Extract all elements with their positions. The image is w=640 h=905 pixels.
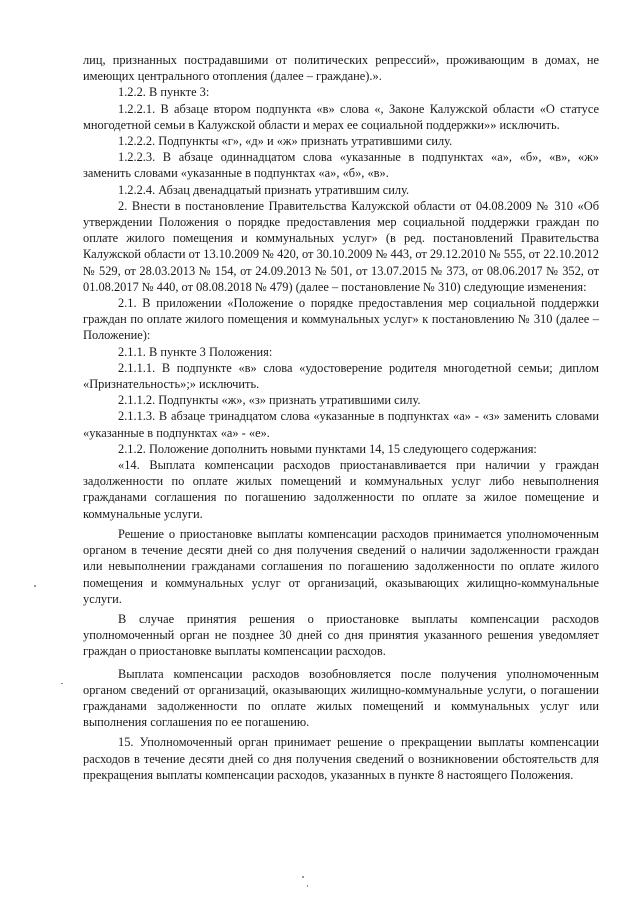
document-body (83, 52, 599, 783)
paragraph-2-1-1: 2.1.1. В пункте 3 Положения: (118, 344, 273, 359)
paragraph-notification: В случае принятия решения о приостановке выплаты компенсации расходов уполномоченный орган не позднее 30 дней со дня принятия указанного решения уведомляет граждан о приостановке выплаты компенсации расходов. (83, 611, 599, 659)
paragraph-item-15: 15. Уполномоченный орган принимает решение о прекращении выплаты компенсации расходов в течение десяти дней со дня получения сведений о возникновении обстоятельств для прекращения выплаты компенсации расходов, указанных в пункте 8 настоящего Положения. (83, 735, 599, 782)
paragraph-item-14: «14. Выплата компенсации расходов приостанавливается при наличии у граждан задолженности по оплате жилых помещений и коммунальных услуг либо невыполнения гражданами соглашения по погашению задолженности по оплате за жилое помещение и коммунальные услуги. (83, 458, 599, 521)
paragraph-2-1: 2.1. В приложении «Положение о порядке предоставления мер социальной поддержки граждан по оплате жилого помещения и коммунальных услуг» к постановлению № 310 (далее – Положение): (83, 296, 599, 343)
paragraph-2-1-2: 2.1.2. Положение дополнить новыми пунктами 14, 15 следующего содержания: (118, 441, 537, 456)
paragraph-2-1-1-2: 2.1.1.2. Подпункты «ж», «з» признать утратившими силу. (118, 393, 421, 408)
scan-speck (307, 885, 308, 887)
paragraph-1-2-2-1: 1.2.2.1. В абзаце втором подпункта «в» слова «, Законе Калужской области «О статусе многодетной семьи в Калужской области и мерах ее социальной поддержки»» исключить. (83, 101, 599, 132)
paragraph-suspension-decision: Решение о приостановке выплаты компенсации расходов принимается уполномоченным органом в течение десяти дней со дня получения сведений о наличии задолженности граждан или невыполнении гражданами соглашения по погашению задолженности по оплате жилого помещения и коммунальных услуг от организаций, оказывающих жилищно-коммунальные услуги. (83, 526, 599, 606)
scan-speck (34, 585, 36, 587)
paragraph-continuation: лиц, признанных пострадавшими от политических репрессий», проживающим в домах, не имеющих центрального отопления (далее – граждане).». (83, 53, 599, 84)
paragraph-2-1-1-1: 2.1.1.1. В подпункте «в» слова «удостоверение родителя многодетной семьи; диплом «Признательность»;» исключить. (83, 360, 599, 392)
scan-speck (302, 876, 304, 878)
scan-speck (61, 683, 63, 684)
paragraph-1-2-2: 1.2.2. В пункте 3: (118, 85, 210, 100)
paragraph-1-2-2-3: 1.2.2.3. В абзаце одиннадцатом слова «указанные в подпунктах «а», «б», «в», «ж» заменить словами «указанные в подпунктах «а», «б», «в». (83, 150, 599, 181)
paragraph-1-2-2-2: 1.2.2.2. Подпункты «г», «д» и «ж» признать утратившими силу. (118, 134, 453, 149)
paragraph-2: 2. Внести в постановление Правительства Калужской области от 04.08.2009 № 310 «Об утверждении Положения о порядке предоставления мер социальной поддержки граждан по оплате жилого помещения и коммунальных услуг» (в ред. постановлений Правительства Калужской области от 13.10.2009 № 420, от 30.10.2009 № 443, от 29.12.2010 № 555, от 22.10.2012 № 529, от 28.03.2013 № 154, от 24.09.2013 № 501, от 13.07.2015 № 373, от 08.06.2017 № 352, от 01.08.2017 № 440, от 08.08.2018 № 479) (далее – постановление № 310) следующие изменения: (83, 198, 599, 294)
paragraph-2-1-1-3: 2.1.1.3. В абзаце тринадцатом слова «указанные в подпунктах «а» - «з» заменить словами «указанные в подпунктах «а» - «е». (83, 409, 599, 440)
paragraph-1-2-2-4: 1.2.2.4. Абзац двенадцатый признать утратившим силу. (118, 182, 410, 197)
paragraph-resumption: Выплата компенсации расходов возобновляется после получения уполномоченным органом сведений от организаций, оказывающих жилищно-коммунальные услуги, о погашении гражданами задолженности по оплате жилых помещений и коммунальных услуг или выполнения соглашения по ее погашению. (83, 666, 599, 730)
